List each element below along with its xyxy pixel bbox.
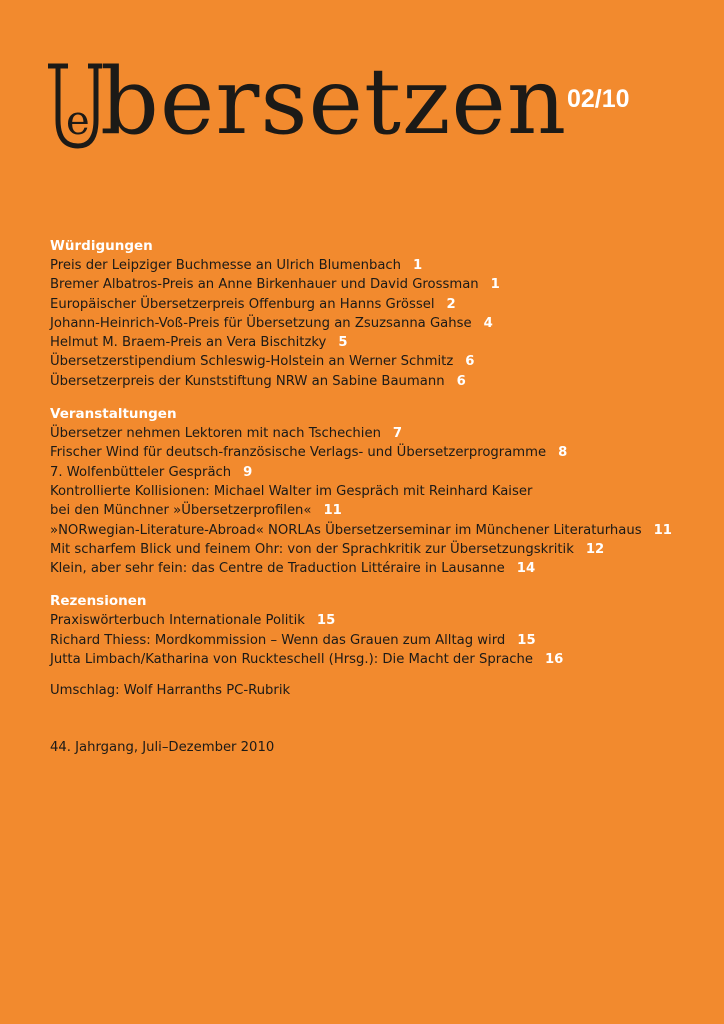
list-item: Praxiswörterbuch Internationale Politik 15 [50, 613, 336, 629]
list-item: Bremer Albatros-Preis an Anne Birkenhauer und David Grossman 1 [50, 277, 500, 293]
list-item: Frischer Wind für deutsch-französische Verlags- und Übersetzerprogramme 8 [50, 445, 568, 461]
volume-line: 44. Jahrgang, Juli–Dezember 2010 [50, 740, 275, 756]
list-item: Preis der Leipziger Buchmesse an Ulrich Blumenbach 1 [50, 258, 423, 273]
list-item: Übersetzerpreis der Kunststiftung NRW an Sabine Baumann 6 [50, 373, 466, 389]
list-item: Richard Thiess: Mordkommission – Wenn das Grauen zum Alltag wird 15 [50, 632, 536, 648]
list-item: Kontrollierte Kollisionen: Michael Walter im Gespräch mit Reinhard Kaiser [50, 483, 533, 499]
masthead-title: bersetzen [100, 48, 568, 155]
section-title-wuerdigungen: Würdigungen [50, 238, 153, 254]
list-item: bei den Münchner »Übersetzerprofilen« 11 [50, 503, 342, 519]
list-item: Übersetzerstipendium Schleswig-Holstein an Werner Schmitz 6 [50, 354, 475, 370]
section-title-rezensionen: Rezensionen [50, 593, 147, 610]
list-item: Mit scharfem Blick und feinem Ohr: von der Sprachkritik zur Übersetzungskritik 12 [50, 541, 605, 557]
masthead [38, 48, 698, 162]
list-item: Klein, aber sehr fein: das Centre de Traduction Littéraire in Lausanne 14 [50, 561, 536, 577]
list-item: 7. Wolfenbütteler Gespräch 9 [50, 464, 253, 480]
table-of-contents [50, 237, 710, 757]
masthead-logo-initial [38, 62, 102, 150]
list-item: Johann-Heinrich-Voß-Preis für Übersetzung an Zsuzsanna Gahse 4 [50, 315, 493, 331]
issue-number: 02/10 [567, 85, 630, 113]
cover-note: Umschlag: Wolf Harranths PC-Rubrik [50, 683, 291, 699]
list-item: Helmut M. Braem-Preis an Vera Bischitzky 5 [50, 335, 348, 351]
list-item: Europäischer Übersetzerpreis Offenburg an Hanns Grössel 2 [50, 296, 456, 312]
list-item: Jutta Limbach/Katharina von Ruckteschell (Hrsg.): Die Macht der Sprache 16 [50, 652, 564, 668]
masthead-initial-outer-text: U [44, 68, 45, 69]
list-item: »NORwegian-Literature-Abroad« NORLAs Übersetzerseminar im Münchener Literaturhaus 11 [50, 522, 672, 538]
masthead-initial-inner: e [66, 98, 90, 144]
section-title-veranstaltungen: Veranstaltungen [50, 406, 177, 423]
list-item: Übersetzer nehmen Lektoren mit nach Tschechien 7 [50, 426, 403, 442]
